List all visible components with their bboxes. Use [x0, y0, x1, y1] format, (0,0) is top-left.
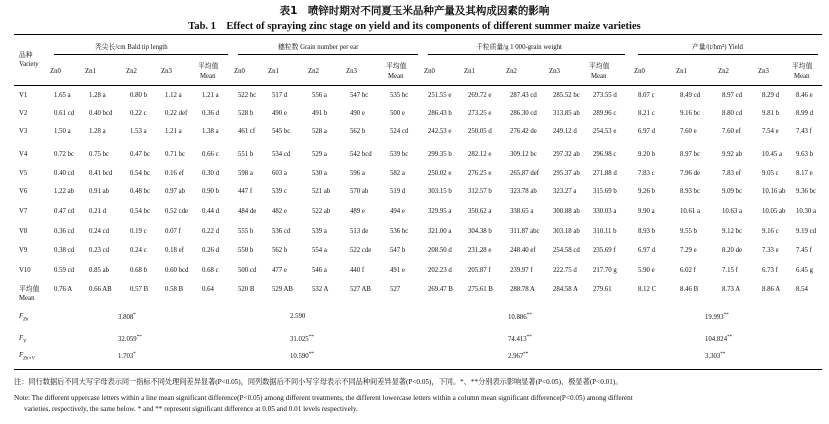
table-cell: 273.25 e [468, 110, 492, 117]
col-header-zn2: Zn2 [126, 68, 137, 75]
table-cell: 527 [390, 286, 401, 293]
table-cell: 500 e [390, 110, 405, 117]
table-cell: 482 e [272, 208, 287, 215]
f-row-label: $F_{Zn}$ [19, 313, 29, 323]
table-cell: 10.63 a [722, 208, 743, 215]
table-cell: 598 a [238, 170, 253, 177]
f-value: 2.967** [508, 352, 529, 360]
table-cell: 0.60 bcd [165, 267, 189, 274]
table-cell: 7.83 c [638, 170, 655, 177]
table-cell: 275.61 B [468, 286, 493, 293]
table-cell: 284.58 A [553, 286, 578, 293]
row-label: V4 [19, 151, 28, 158]
table-cell: 9.09 bc [722, 188, 743, 195]
table-cell: 529 a [312, 151, 327, 158]
table-cell: 0.76 A [54, 286, 73, 293]
table-cell: 447 f [238, 188, 253, 195]
table-cell: 0.47 bc [130, 151, 151, 158]
table-cell: 461 cf [238, 128, 256, 135]
group-title: 穗粒数 Grain number per ear [278, 44, 359, 51]
table-cell: 7.33 e [762, 247, 779, 254]
table-cell: 8.12 C [638, 286, 657, 293]
table-cell: 491 b [312, 110, 328, 117]
f-value: 19.993** [705, 313, 729, 321]
table-cell: 9.05 c [762, 170, 779, 177]
table-cell: 522 ab [312, 208, 331, 215]
col-header-mean-en: Mean [794, 73, 810, 80]
table-cell: 10.45 a [762, 151, 783, 158]
table-cell: 554 a [312, 247, 327, 254]
table-cell: 330.03 a [593, 208, 617, 215]
table-cell: 547 b [390, 247, 406, 254]
table-cell: 350.62 a [468, 208, 492, 215]
table-cell: 530 a [312, 170, 327, 177]
table-cell: 202.23 d [428, 267, 452, 274]
row-label: V1 [19, 92, 28, 99]
table-cell: 269.47 B [428, 286, 453, 293]
table-cell: 8.86 A [762, 286, 781, 293]
table-cell: 484 de [238, 208, 257, 215]
table-cell: 545 bc [272, 128, 291, 135]
table-cell: 288.78 A [510, 286, 535, 293]
variety-header-cn: 品种 [19, 52, 33, 59]
table-cell: 547 bc [350, 92, 369, 99]
note-en-line-2: varieties, respectively, the same below. * and ** represent significant difference at 0.05 and 0.01 levels respectively. [24, 405, 358, 413]
table-cell: 521 ab [312, 188, 331, 195]
table-cell: 527 AB [350, 286, 371, 293]
table-cell: 0.36 d [202, 110, 219, 117]
table-cell: 536 bc [390, 228, 409, 235]
table-cell: 254.53 e [593, 128, 617, 135]
table-cell: 239.97 f [510, 267, 533, 274]
col-header-zn3: Zn3 [161, 68, 172, 75]
table-top-rule [14, 34, 822, 35]
table-cell: 517 d [272, 92, 288, 99]
table-cell: 315.69 b [593, 188, 617, 195]
table-cell: 310.11 b [593, 228, 617, 235]
table-cell: 271.88 d [593, 170, 617, 177]
group-underline [638, 54, 818, 55]
col-header-mean-en: Mean [200, 73, 216, 80]
table-cell: 0.85 ab [89, 267, 110, 274]
table-cell: 282.12 e [468, 151, 492, 158]
table-cell: 7.60 ef [722, 128, 741, 135]
table-cell: 491 e [390, 267, 405, 274]
f-value: 74.413** [508, 335, 532, 343]
table-cell: 304.38 b [468, 228, 492, 235]
table-cell: 7.83 ef [722, 170, 741, 177]
table-cell: 556 a [312, 92, 327, 99]
col-header-zn3: Zn3 [346, 68, 357, 75]
col-header-zn1: Zn1 [464, 68, 475, 75]
table-cell: 254.58 cd [553, 247, 580, 254]
table-cell: 231.28 e [468, 247, 492, 254]
table-cell: 8.97 bc [680, 151, 701, 158]
table-cell: 265.87 def [510, 170, 540, 177]
table-cell: 8.80 cd [722, 110, 743, 117]
col-header-mean-cn: 平均值 [198, 63, 219, 70]
table-cell: 249.12 d [553, 128, 577, 135]
table-cell: 536 cd [272, 228, 291, 235]
table-cell: 323.27 a [553, 188, 577, 195]
col-header-zn2: Zn2 [506, 68, 517, 75]
row-label-en: Mean [19, 295, 35, 302]
table-header-rule [14, 85, 822, 86]
table-cell: 10.30 a [796, 208, 817, 215]
table-cell: 300.88 ab [553, 208, 580, 215]
table-cell: 9.92 ab [722, 151, 743, 158]
col-header-zn3: Zn3 [549, 68, 560, 75]
table-cell: 1.28 a [89, 128, 106, 135]
table-bottom-rule [14, 369, 822, 370]
row-label: V9 [19, 247, 28, 254]
table-cell: 9.16 c [762, 228, 779, 235]
table-cell: 0.22 c [130, 110, 147, 117]
table-cell: 0.80 b [130, 92, 147, 99]
group-title: 秃尖长/cm Bald tip length [95, 44, 168, 51]
table-cell: 0.97 ab [165, 188, 186, 195]
table-cell: 8.17 e [796, 170, 813, 177]
table-cell: 529 AB [272, 286, 293, 293]
table-cell: 309.12 bc [510, 151, 537, 158]
table-cell: 8.07 c [638, 92, 655, 99]
f-value: 104.824** [705, 335, 733, 343]
table-title-cn: 表1 喷锌时期对不同夏玉米品种产量及其构成因素的影响 [279, 5, 550, 17]
table-cell: 286.30 cd [510, 110, 537, 117]
row-label: V6 [19, 188, 28, 195]
group-title: 产量/(t/hm²) Yield [692, 44, 743, 51]
table-cell: 0.07 f [165, 228, 181, 235]
table-cell: 8.46 e [796, 92, 813, 99]
table-cell: 1.50 a [54, 128, 71, 135]
col-header-zn1: Zn1 [268, 68, 279, 75]
f-value: 31.025** [290, 335, 314, 343]
table-cell: 8.73 A [722, 286, 741, 293]
col-header-zn0: Zn0 [424, 68, 435, 75]
table-cell: 7.60 e [680, 128, 697, 135]
table-cell: 440 f [350, 267, 365, 274]
variety-header-en: Variety [19, 61, 39, 68]
table-cell: 477 e [272, 267, 287, 274]
table-cell: 0.72 bc [54, 151, 75, 158]
table-cell: 6.97 d [638, 128, 655, 135]
table-cell: 0.22 d [202, 228, 219, 235]
table-cell: 7.54 e [762, 128, 779, 135]
group-underline [54, 54, 228, 55]
table-cell: 0.66 AB [89, 286, 112, 293]
col-header-zn0: Zn0 [234, 68, 245, 75]
table-cell: 273.55 d [593, 92, 617, 99]
table-cell: 285.52 bc [553, 92, 580, 99]
f-value: 10.886** [508, 313, 532, 321]
table-cell: 6.73 f [762, 267, 778, 274]
table-cell: 0.47 cd [54, 208, 75, 215]
table-cell: 323.78 ab [510, 188, 537, 195]
table-cell: 8.49 cd [680, 92, 701, 99]
table-cell: 287.43 cd [510, 92, 537, 99]
table-cell: 1.28 a [89, 92, 106, 99]
row-label: V7 [19, 208, 28, 215]
table-cell: 0.18 ef [165, 247, 184, 254]
f-row-label: $F_V$ [19, 335, 27, 345]
table-cell: 0.58 B [165, 286, 184, 293]
table-cell: 6.97 d [638, 247, 655, 254]
table-cell: 8.21 c [638, 110, 655, 117]
table-cell: 338.65 a [510, 208, 534, 215]
col-header-mean-cn: 平均值 [386, 63, 407, 70]
table-cell: 0.48 bc [130, 188, 151, 195]
table-cell: 0.21 d [89, 208, 106, 215]
f-value: 3.808* [118, 313, 136, 321]
table-cell: 555 b [238, 228, 254, 235]
f-row-label: $F_{Zn\times V}$ [19, 352, 35, 362]
table-cell: 303.18 ab [553, 228, 580, 235]
table-cell: 562 b [350, 128, 366, 135]
table-cell: 6.02 f [680, 267, 696, 274]
table-cell: 279.61 [593, 286, 612, 293]
col-header-zn3: Zn3 [758, 68, 769, 75]
row-label: 平均值 [19, 286, 40, 293]
table-cell: 0.52 cde [165, 208, 189, 215]
note-en-line-1: Note: The different uppercase letters within a line mean significant difference(P<0.05) among different treatments, the different lowercase letters within a column mean significant difference(P<0.05) among different [14, 394, 633, 402]
table-cell: 490 e [272, 110, 287, 117]
table-cell: 0.38 cd [54, 247, 75, 254]
table-cell: 0.66 c [202, 151, 219, 158]
table-cell: 311.87 abc [510, 228, 540, 235]
table-cell: 9.19 cd [796, 228, 817, 235]
table-cell: 0.71 bc [165, 151, 186, 158]
col-header-mean-en: Mean [388, 73, 404, 80]
table-cell: 8.29 d [762, 92, 779, 99]
f-value: 1.703* [118, 352, 136, 360]
table-cell: 522 cde [350, 247, 372, 254]
row-label: V8 [19, 228, 28, 235]
table-cell: 289.96 c [593, 110, 617, 117]
table-cell: 276.42 de [510, 128, 537, 135]
table-cell: 9.26 b [638, 188, 655, 195]
col-header-mean-cn: 平均值 [589, 63, 610, 70]
table-cell: 0.23 cd [89, 247, 110, 254]
table-cell: 489 e [350, 208, 365, 215]
table-cell: 0.30 d [202, 170, 219, 177]
table-cell: 296.98 c [593, 151, 617, 158]
col-header-zn2: Zn2 [308, 68, 319, 75]
table-cell: 9.55 b [680, 228, 697, 235]
table-cell: 0.90 b [202, 188, 219, 195]
table-cell: 0.22 def [165, 110, 188, 117]
table-cell: 0.41 bcd [89, 170, 113, 177]
table-cell: 8.54 [796, 286, 808, 293]
table-cell: 522 bc [238, 92, 257, 99]
table-cell: 276.25 e [468, 170, 492, 177]
table-cell: 1.65 a [54, 92, 71, 99]
table-cell: 534 cd [272, 151, 291, 158]
table-cell: 513 de [350, 228, 369, 235]
row-label: V3 [19, 128, 28, 135]
table-cell: 7.29 e [680, 247, 697, 254]
table-cell: 519 d [390, 188, 406, 195]
table-cell: 524 cd [390, 128, 409, 135]
table-cell: 8.97 cd [722, 92, 743, 99]
table-cell: 539 bc [390, 151, 409, 158]
table-cell: 217.70 g [593, 267, 617, 274]
table-cell: 535 bc [390, 92, 409, 99]
table-cell: 299.35 b [428, 151, 452, 158]
table-cell: 0.75 bc [89, 151, 110, 158]
table-cell: 603 a [272, 170, 287, 177]
table-cell: 8.93 bc [680, 188, 701, 195]
table-cell: 546 a [312, 267, 327, 274]
table-cell: 250.05 d [468, 128, 492, 135]
table-cell: 0.54 bc [130, 170, 151, 177]
row-label: V5 [19, 170, 28, 177]
table-cell: 329.95 a [428, 208, 452, 215]
table-cell: 0.36 cd [54, 228, 75, 235]
table-cell: 9.12 bc [722, 228, 743, 235]
table-cell: 532 A [312, 286, 329, 293]
table-cell: 494 e [390, 208, 405, 215]
table-cell: 9.81 b [762, 110, 779, 117]
table-cell: 490 e [350, 110, 365, 117]
table-cell: 10.61 a [680, 208, 701, 215]
f-value: 3.303** [705, 352, 726, 360]
col-header-zn1: Zn1 [85, 68, 96, 75]
table-cell: 295.37 ab [553, 170, 580, 177]
table-cell: 0.19 c [130, 228, 147, 235]
f-value: 10.590** [290, 352, 314, 360]
table-cell: 222.75 d [553, 267, 577, 274]
table-cell: 9.63 b [796, 151, 813, 158]
col-header-zn2: Zn2 [718, 68, 729, 75]
table-cell: 6.45 g [796, 267, 813, 274]
table-cell: 0.40 cd [54, 170, 75, 177]
table-cell: 1.22 ab [54, 188, 75, 195]
table-cell: 520 B [238, 286, 255, 293]
table-cell: 528 b [238, 110, 254, 117]
group-underline [238, 54, 418, 55]
table-cell: 321.00 a [428, 228, 452, 235]
table-cell: 7.15 f [722, 267, 738, 274]
table-cell: 303.15 b [428, 188, 452, 195]
table-cell: 7.96 de [680, 170, 701, 177]
table-cell: 0.68 b [130, 267, 147, 274]
table-cell: 0.61 cd [54, 110, 75, 117]
table-cell: 9.36 bc [796, 188, 817, 195]
table-cell: 1.53 a [130, 128, 147, 135]
row-label: V10 [19, 267, 31, 274]
group-title: 千粒质量/g 1 000-grain weight [476, 44, 562, 51]
group-underline [428, 54, 625, 55]
table-cell: 9.20 b [638, 151, 655, 158]
table-cell: 0.40 bcd [89, 110, 113, 117]
col-header-zn1: Zn1 [676, 68, 687, 75]
table-cell: 7.45 f [796, 247, 812, 254]
table-cell: 297.32 ab [553, 151, 580, 158]
table-cell: 570 ab [350, 188, 369, 195]
table-cell: 0.59 cd [54, 267, 75, 274]
table-cell: 8.20 de [722, 247, 743, 254]
table-cell: 0.64 [202, 286, 214, 293]
table-cell: 0.24 cd [89, 228, 110, 235]
col-header-mean-cn: 平均值 [792, 63, 813, 70]
table-cell: 248.40 ef [510, 247, 536, 254]
table-cell: 250.02 e [428, 170, 452, 177]
table-cell: 242.53 e [428, 128, 452, 135]
table-cell: 542 bcd [350, 151, 372, 158]
col-header-zn0: Zn0 [50, 68, 61, 75]
table-cell: 5.90 e [638, 267, 655, 274]
table-cell: 596 a [350, 170, 365, 177]
table-cell: 313.85 ab [553, 110, 580, 117]
table-cell: 0.54 bc [130, 208, 151, 215]
note-cn: 注：同行数据后不同大写字母表示同一指标不同处理间差异显著(P<0.05)，同列数据后不同小写字母表示不同品种间差异显著(P<0.05)，下同。*、**分别表示影响显著(P<0.05)、极显著(P<0.01)。 [14, 378, 623, 386]
table-cell: 9.16 bc [680, 110, 701, 117]
col-header-mean-en: Mean [591, 73, 607, 80]
table-cell: 9.90 a [638, 208, 655, 215]
table-title-en: Tab. 1 Effect of spraying zinc stage on yield and its components of different summer maize varieties [188, 21, 641, 32]
table-cell: 539 c [272, 188, 287, 195]
table-cell: 8.46 B [680, 286, 699, 293]
table-cell: 1.21 a [202, 92, 219, 99]
table-cell: 205.87 f [468, 267, 491, 274]
table-cell: 528 a [312, 128, 327, 135]
table-cell: 0.24 c [130, 247, 147, 254]
table-cell: 10.05 ab [762, 208, 786, 215]
table-cell: 550 b [238, 247, 254, 254]
table-cell: 0.16 ef [165, 170, 184, 177]
table-cell: 0.57 B [130, 286, 149, 293]
f-value: 2.590 [290, 313, 306, 320]
table-cell: 312.57 b [468, 188, 492, 195]
table-cell: 269.72 e [468, 92, 492, 99]
table-cell: 1.21 a [165, 128, 182, 135]
table-cell: 500 cd [238, 267, 257, 274]
table-cell: 7.43 f [796, 128, 812, 135]
table-cell: 235.69 f [593, 247, 616, 254]
table-cell: 251.55 e [428, 92, 452, 99]
table-cell: 0.91 ab [89, 188, 110, 195]
table-cell: 1.38 a [202, 128, 219, 135]
table-cell: 539 a [312, 228, 327, 235]
table-cell: 8.99 d [796, 110, 813, 117]
f-value: 32.059** [118, 335, 142, 343]
table-cell: 208.50 d [428, 247, 452, 254]
table-cell: 10.16 ab [762, 188, 786, 195]
table-cell: 0.44 d [202, 208, 219, 215]
table-cell: 0.26 d [202, 247, 219, 254]
table-cell: 0.68 c [202, 267, 219, 274]
table-cell: 562 b [272, 247, 288, 254]
table-cell: 551 b [238, 151, 254, 158]
table-cell: 286.43 b [428, 110, 452, 117]
table-cell: 8.93 b [638, 228, 655, 235]
col-header-zn0: Zn0 [634, 68, 645, 75]
table-cell: 582 a [390, 170, 405, 177]
table-cell: 1.12 a [165, 92, 182, 99]
row-label: V2 [19, 110, 28, 117]
